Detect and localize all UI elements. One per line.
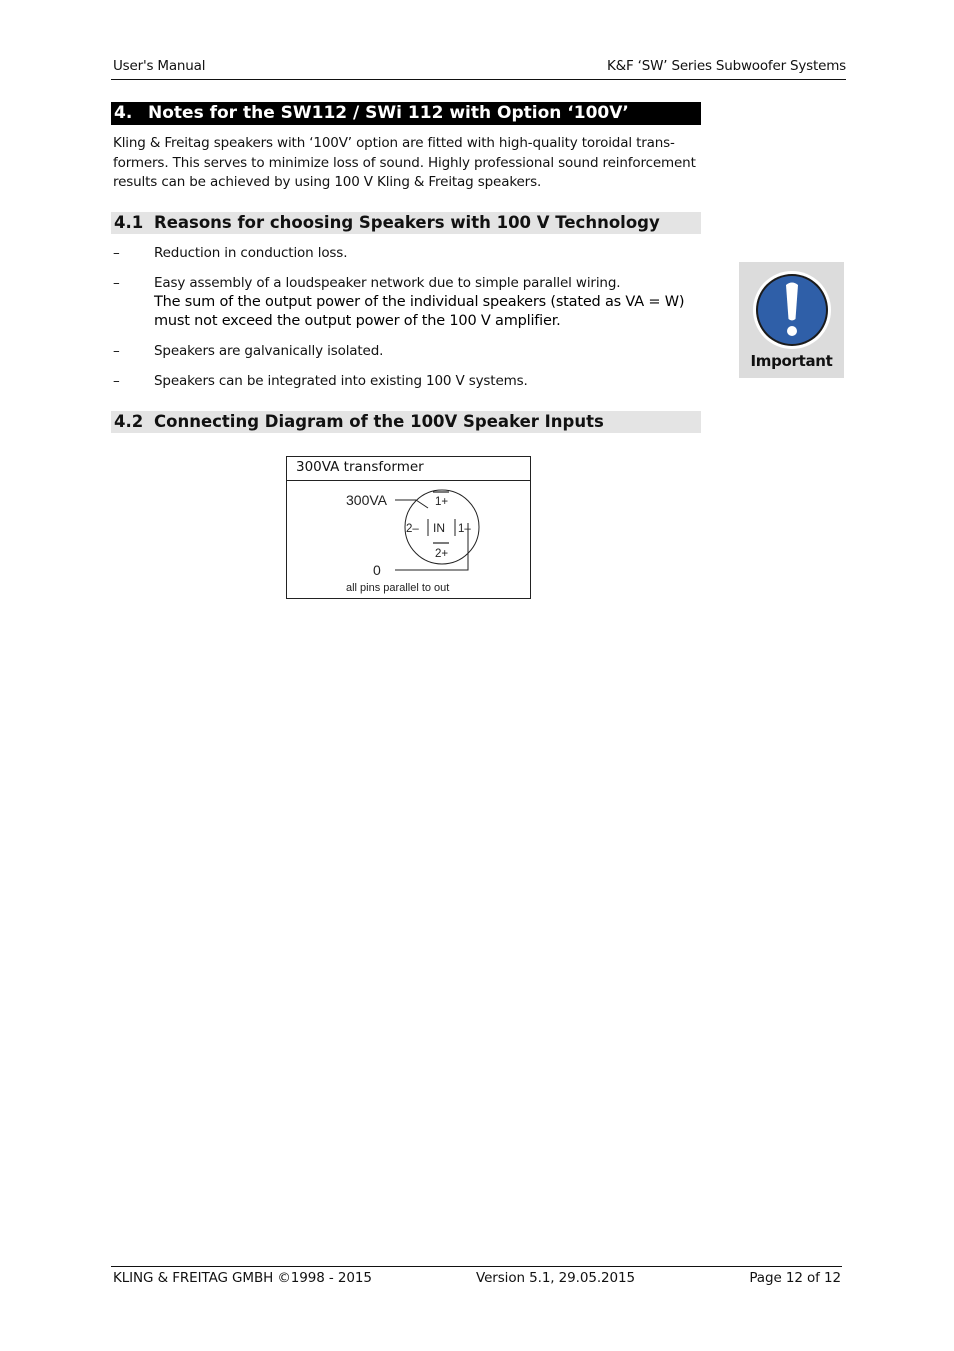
bullet-text: Easy assembly of a loudspeaker network due to simple parallel wiring. [154,275,621,291]
paragraph-line: Kling & Freitag speakers with ‘100V’ option are fitted with high-quality toroidal trans- [113,135,675,151]
pin-left-label: 2– [406,523,419,535]
pin-center-label: IN [433,521,445,535]
section-4-2-number: 4.2 [114,412,144,431]
tap-high-wire [416,500,428,508]
bullet-note-line: The sum of the output power of the individual speakers (stated as VA = W) [154,294,685,310]
header-right: K&F ‘SW’ Series Subwoofer Systems [607,58,846,74]
bullet-body [154,274,684,331]
section-4-1-heading [111,212,701,234]
important-badge [739,262,844,378]
section-4-heading [111,102,701,125]
section-4-2-heading [111,411,701,433]
footer-divider [111,1266,842,1267]
footer-left: KLING & FREITAG GMBH ©1998 - 2015 [113,1270,372,1286]
paragraph-line: formers. This serves to minimize loss of sound. Highly professional sound reinforcement [113,154,696,171]
pin-bottom-label: 2+ [435,548,449,560]
section-4-title: Notes for the SW112 / SWi 112 with Option ‘100V’ [148,103,629,123]
bullet-dash: – [113,275,120,291]
bullet-note-line: must not exceed the output power of the 100 V amplifier. [154,313,561,329]
connection-diagram [286,456,531,599]
bullet-dash: – [113,245,120,261]
pin-right-label: 1– [458,523,471,535]
footer-middle: Version 5.1, 29.05.2015 [476,1270,635,1286]
header-left: User's Manual [113,58,206,74]
bullet-text: Reduction in conduction loss. [154,245,348,261]
tap-zero-label: 0 [373,562,381,578]
diagram-caption: all pins parallel to out [346,582,450,594]
section-4-1-title: Reasons for choosing Speakers with 100 V Technology [154,213,660,232]
footer-page-number: Page 12 of 12 [749,1270,841,1286]
bullet-dash: – [113,373,120,389]
exclamation-icon [751,269,833,351]
section-4-2-title: Connecting Diagram of the 100V Speaker Inputs [154,412,604,431]
pin-top-label: 1+ [435,496,449,508]
paragraph-line: results can be achieved by using 100 V Kling & Freitag speakers. [113,174,542,190]
bullet-text: Speakers are galvanically isolated. [154,343,384,359]
section-4-paragraph [113,134,708,193]
header-divider [111,79,846,80]
important-label: Important [750,352,833,370]
section-4-1-number: 4.1 [114,213,144,232]
diagram-drawing [287,481,530,598]
bullet-dash: – [113,343,120,359]
section-4-number: 4. [114,103,133,123]
tap-high-label: 300VA [346,492,387,508]
bullet-text: Speakers can be integrated into existing 100 V systems. [154,373,528,389]
diagram-title: 300VA transformer [287,457,530,481]
